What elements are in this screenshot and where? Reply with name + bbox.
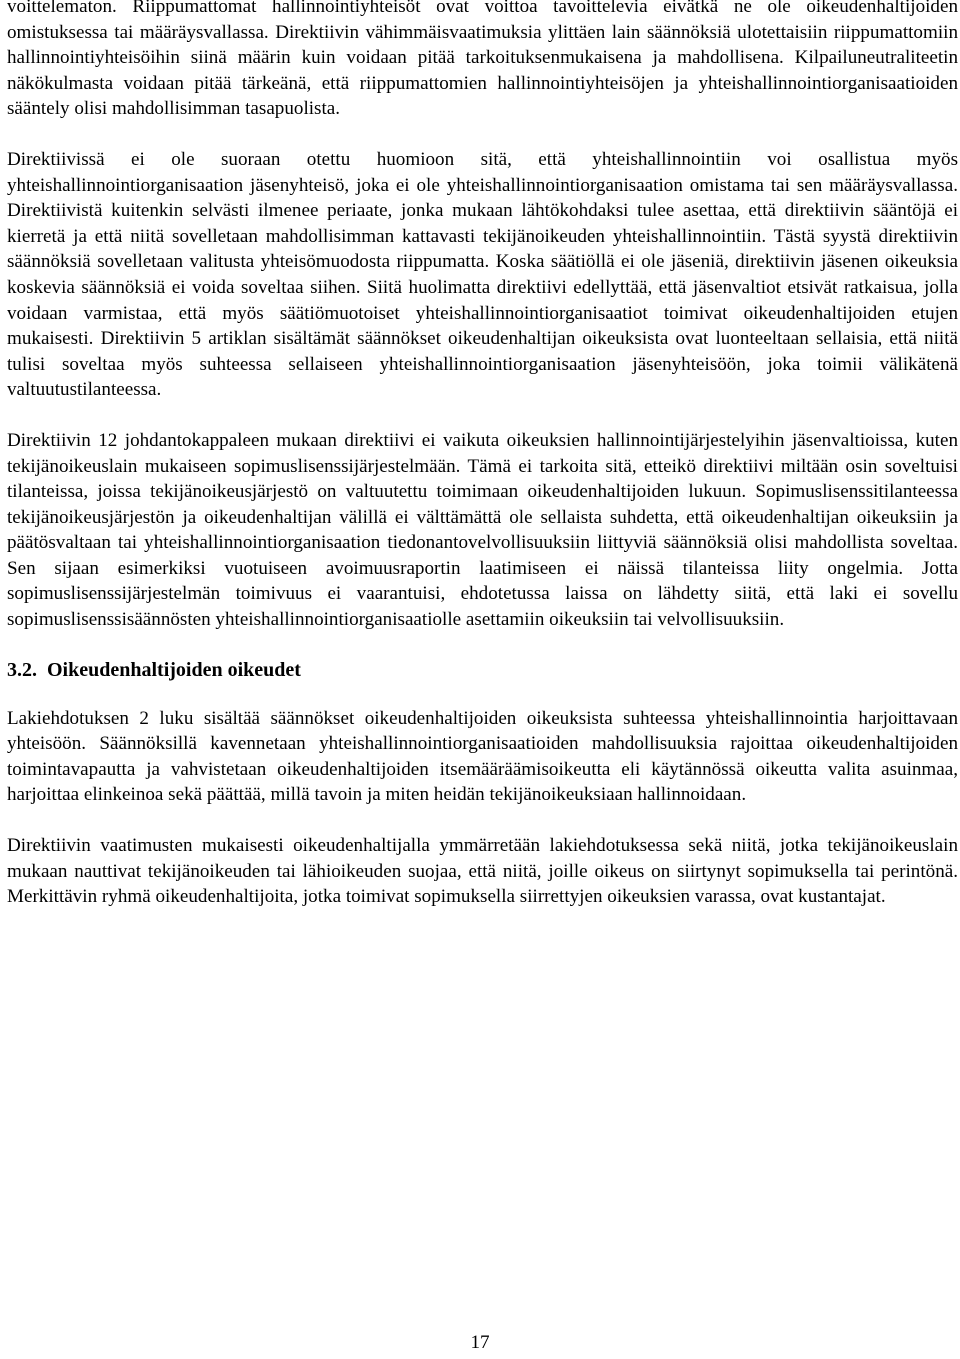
section-paragraph-2: Direktiivin vaatimusten mukaisesti oikeudenhaltijalla ymmärretään lakiehdotuksessa sekä niitä, jotka tekijänoikeuslain mukaan nauttivat tekijänoikeuden tai lähioikeuden suojaa, että niitä, joille oikeus on siirtynyt sopimuksella tai perintönä. Merkittävin ryhmä oikeudenhaltijoita, jotka toimivat sopimuksella siirrettyjen oikeuksien varassa, ovat kustantajat. bbox=[7, 835, 958, 908]
body-paragraph-3: Direktiivin 12 johdantokappaleen mukaan direktiivi ei vaikuta oikeuksien hallinnointijärjestelyihin jäsenvaltioissa, kuten tekijänoikeuslain mukaiseen sopimuslisenssijärjestelmään. Tämä ei tarkoita sitä, etteikö direktiivi miltään osin soveltuisi tilanteissa, joissa tekijänoikeusjärjestö on valtuutettu toimimaan oikeudenhaltijoiden lukuun. Sopimuslisenssitilanteessa tekijänoikeusjärjestön ja oikeudenhaltijan välillä ei välttämättä ole sellaista suhdetta, että oikeudenhaltijan oikeuksiin ja päätösvaltaan tai yhteishallinnointiorganisaation tiedonantovelvollisuuksiin liittyviä säännöksiä olisi mahdollista soveltaa. Sen sijaan esimerkiksi vuotuiseen avoimuusraportin laatimiseen ei näissä tilanteissa liity ongelmia. Jotta sopimuslisenssijärjestelmän toimivuus ei vaarantuisi, ehdotetussa laissa on lähdetty siitä, että laki ei sovellu sopimuslisenssisäännösten yhteishallinnointiorganisaatiolle asettamiin oikeuksiin tai velvollisuuksiin. bbox=[7, 429, 958, 631]
section-title: Oikeudenhaltijoiden oikeudet bbox=[47, 658, 301, 681]
section-paragraph-1: Lakiehdotuksen 2 luku sisältää säännökset oikeudenhaltijoiden oikeuksista suhteessa yhteishallinnointia harjoittavaan yhteisöön. Säännöksillä kavennetaan yhteishallinnointiorganisaatioiden mahdollisuuksia rajoittaa oikeudenhaltijoiden toimintavapautta ja vahvistetaan oikeudenhaltijoiden itsemääräämisoikeutta eli käytännössä oikeutta valita asuinmaa, harjoittaa elinkeinoa sekä päättää, millä tavoin ja miten heidän tekijänoikeuksiaan hallinnoidaan. bbox=[7, 707, 958, 806]
paragraph-spacer bbox=[7, 633, 958, 658]
paragraph-spacer bbox=[7, 122, 958, 147]
document-page bbox=[7, 0, 958, 910]
section-number: 3.2. bbox=[7, 658, 37, 681]
body-paragraph-1: voittelematon. Riippumattomat hallinnointiyhteisöt ovat voittoa tavoittelevia eivätkä ne ole oikeudenhaltijoiden omistuksessa tai määräysvallassa. Direktiivin vähimmäisvaatimuksia ylittäen lain säännöksiä ulotettaisiin riippumattomiin hallinnointiyhteisöihin siinä määrin kuin voidaan pitää tarkoituksenmukaisena ja mahdollisena. Kilpailuneutraliteetin näkökulmasta voidaan pitää tärkeänä, että riippumattomien hallinnointiyhteisöjen ja yhteishallinnointiorganisaatioiden sääntely olisi mahdollisimman tasapuolista. bbox=[7, 0, 958, 120]
page-number: 17 bbox=[470, 1332, 490, 1353]
paragraph-spacer bbox=[7, 403, 958, 428]
paragraph-spacer bbox=[7, 808, 958, 833]
section-heading bbox=[7, 658, 958, 683]
paragraph-spacer bbox=[7, 683, 958, 706]
body-paragraph-2: Direktiivissä ei ole suoraan otettu huomioon sitä, että yhteishallinnointiin voi osallistua myös yhteishallinnointiorganisaation jäsenyhteisö, joka ei ole yhteishallinnointiorganisaation omistama tai sen määräysvallassa. Direktiivistä kuitenkin selvästi ilmenee periaate, jonka mukaan lähtökohdaksi tulee asettaa, että direktiivin sääntöjä ei kierretä ja että niitä sovelletaan mahdollisimman kattavasti tekijänoikeuden yhteishallinnointiin. Tästä syystä direktiivin säännöksiä sovelletaan valitusta yhteisömuodosta riippumatta. Koska säätiöllä ei ole jäseniä, direktiivin jäsenen oikeuksia koskevia säännöksiä ei voida soveltaa siihen. Siitä huolimatta direktiivi edellyttää, että jäsenvaltiot etsivät ratkaisua, jolla voidaan varmistaa, että myös säätiömuotoiset yhteishallinnointiorganisaatiot toimivat oikeudenhaltijoiden etujen mukaisesti. Direktiivin 5 artiklan sisältämät säännökset oikeudenhaltijan oikeuksista ovat luonteeltaan sellaisia, että niitä tulisi soveltaa myös suhteessa sellaiseen yhteishallinnointiorganisaation jäsenyhteisöön, joka toimii välikätenä valtuutustilanteessa. bbox=[7, 148, 958, 401]
